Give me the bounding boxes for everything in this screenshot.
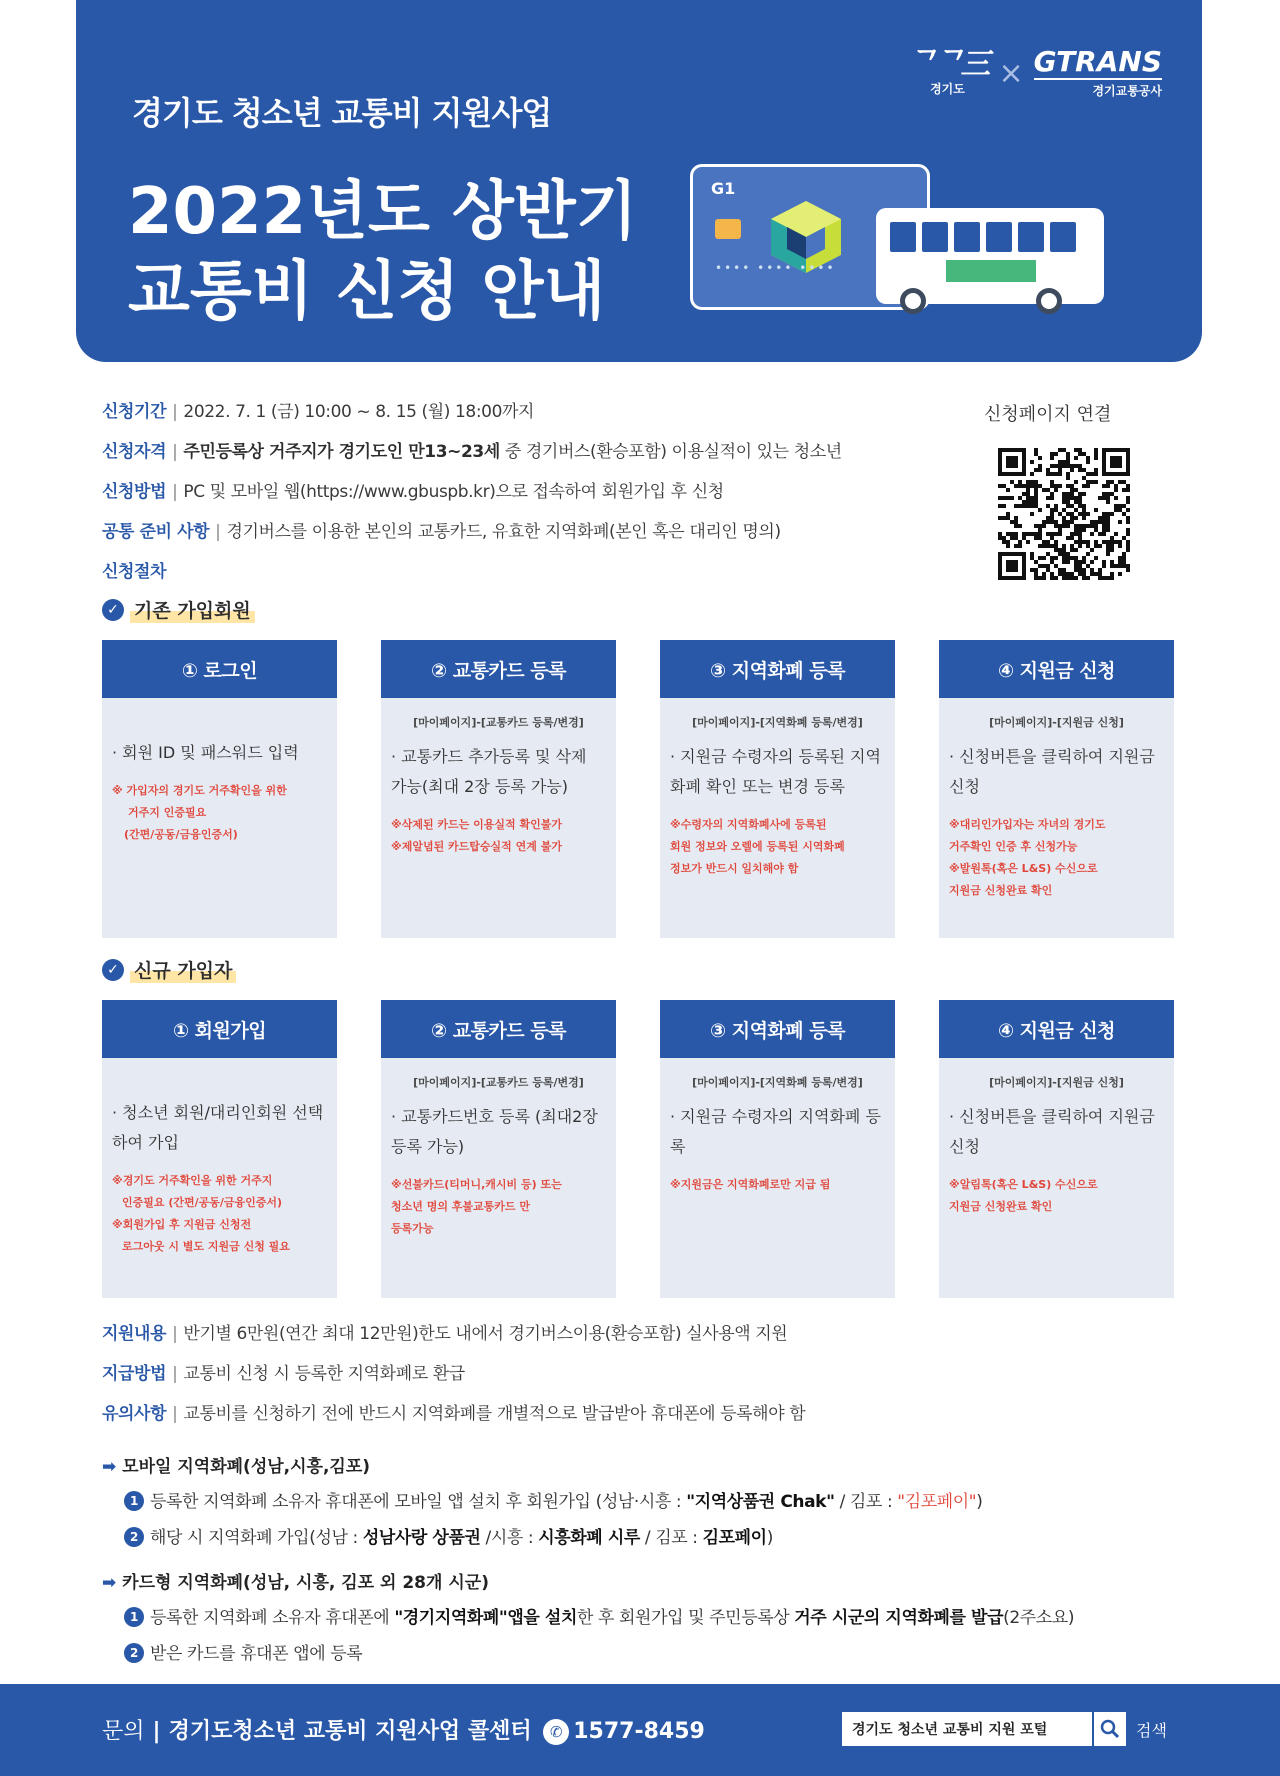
- step-main: · 신청버튼을 클릭하여 지원금 신청: [949, 747, 1155, 796]
- step-main: · 청소년 회원/대리인회원 선택하여 가입: [112, 1103, 324, 1152]
- card-currency-title: ➡ 카드형 지역화폐(성남, 시흥, 김포 외 28개 시군): [102, 1573, 489, 1593]
- step-note: (간편/공동/금융인증서): [124, 828, 238, 841]
- gtrans-logo-name: 경기교통공사: [1092, 84, 1162, 98]
- footer: [0, 1684, 1280, 1776]
- step-head: ③ 지역화폐 등록: [660, 640, 895, 698]
- step-note: ※발원톡(혹은 L&S) 수신으로: [949, 862, 1098, 875]
- step-head: ④ 지원금 신청: [939, 640, 1174, 698]
- new-step-card: [381, 1000, 616, 1298]
- header-subtitle: 경기도 청소년 교통비 지원사업: [132, 94, 552, 132]
- header-title-line2: 교통비 신청 안내: [128, 255, 606, 329]
- portal-search-box[interactable]: [842, 1712, 1126, 1746]
- card-step-1: 1 등록한 지역화폐 소유자 휴대폰에 "경기지역화폐"앱을 설치한 후 회원가입 및 주민등록상 거주 시군의 지역화폐를 발급(2주소요): [102, 1600, 1178, 1636]
- check-icon: ✓: [102, 959, 124, 981]
- step-path: [마이페이지]-[교통카드 등록/변경]: [413, 1076, 584, 1089]
- step-note: ※회원가입 후 지원금 신청전: [112, 1218, 252, 1231]
- search-icon: [1100, 1719, 1120, 1739]
- number-2-icon: 2: [124, 1527, 144, 1547]
- bus-window: [1050, 222, 1076, 252]
- step-note: ※대리인가입자는 자녀의 경기도: [949, 818, 1106, 831]
- step-note: ※제알념된 카드탑승실적 연계 불가: [391, 840, 562, 853]
- info-method: 신청방법 | PC 및 모바일 웹(https://www.gbuspb.kr)으로 접속하여 회원가입 후 신청: [102, 482, 724, 502]
- card-step-2: 2 받은 카드를 휴대폰 앱에 등록: [102, 1636, 1178, 1672]
- new-step-signup: [102, 1000, 337, 1298]
- bus-stripe: [946, 260, 1036, 282]
- header-title-line1: 2022년도 상반기: [128, 175, 638, 249]
- existing-step-currency: [660, 640, 895, 938]
- step-note: ※선불카드(티머니,캐시비 등) 또는: [391, 1178, 562, 1191]
- step-path: [마이페이지]-[지원금 신청]: [989, 1076, 1124, 1089]
- arrow-right-icon: ➡: [102, 1457, 117, 1477]
- bus-window: [986, 222, 1012, 252]
- check-icon: ✓: [102, 599, 124, 621]
- step-head: ② 교통카드 등록: [381, 1000, 616, 1058]
- step-main: · 지원금 수령자의 등록된 지역화폐 확인 또는 변경 등록: [670, 747, 881, 796]
- step-note: 회원 정보와 오렐에 등록된 시역화폐: [670, 840, 845, 853]
- phone-icon: ✆: [543, 1719, 569, 1745]
- existing-steps: [102, 640, 1178, 938]
- step-path: [마이페이지]-[교통카드 등록/변경]: [413, 716, 584, 729]
- step-head: ① 로그인: [102, 640, 337, 698]
- info-period: 신청기간 | 2022. 7. 1 (금) 10:00 ~ 8. 15 (월) 18:00까지: [102, 402, 535, 422]
- info-preparation: 공통 준비 사항 | 경기버스를 이용한 본인의 교통카드, 유효한 지역화폐(본인 혹은 대리인 명의): [102, 522, 781, 542]
- arrow-right-icon: ➡: [102, 1573, 117, 1593]
- bus-wheel: [1036, 288, 1062, 314]
- info-caution: 유의사항 | 교통비를 신청하기 전에 반드시 지역화폐를 개별적으로 발급받아 휴대폰에 등록해야 함: [102, 1404, 806, 1424]
- step-head: ③ 지역화폐 등록: [660, 1000, 895, 1058]
- bus-illustration: [876, 208, 1104, 304]
- step-note: 로그아웃 시 별도 지원금 신청 필요: [122, 1240, 290, 1253]
- new-step-apply: [939, 1000, 1174, 1298]
- step-main: · 회원 ID 및 패스워드 입력: [112, 743, 299, 762]
- footer-contact: 문의 | 경기도청소년 교통비 지원사업 콜센터 ✆ 1577-8459: [102, 1719, 705, 1744]
- mobile-step-1: 1 등록한 지역화폐 소유자 휴대폰에 모바일 앱 설치 후 회원가입 (성남·시흥 : "지역상품권 Chak" / 김포 : "김포페이"): [102, 1484, 1178, 1520]
- card-chip-icon: [715, 219, 741, 239]
- info-procedure: 신청절차: [102, 562, 167, 582]
- bus-window: [890, 222, 916, 252]
- times-icon: ×: [998, 56, 1024, 91]
- step-main: · 교통카드번호 등록 (최대2장 등록 가능): [391, 1107, 598, 1156]
- section-new-title: ✓ 신규 가입자: [102, 956, 236, 983]
- step-note: 지원금 신청완료 확인: [949, 884, 1053, 897]
- step-main: · 지원금 수령자의 지역화폐 등록: [670, 1107, 881, 1156]
- new-steps: [102, 1000, 1178, 1298]
- application-info: [102, 398, 1002, 598]
- step-path: [마이페이지]-[지원금 신청]: [989, 716, 1124, 729]
- step-note: 거주확인 인증 후 신청가능: [949, 840, 1078, 853]
- info-payment: 지급방법 | 교통비 신청 시 등록한 지역화폐로 환급: [102, 1364, 465, 1384]
- mobile-step-2: 2 해당 시 지역화폐 가입(성남 : 성남사랑 상품권 /시흥 : 시흥화폐 시루 / 김포 : 김포페이): [102, 1520, 1178, 1556]
- step-note: ※삭제된 카드는 이용실적 확인불가: [391, 818, 562, 831]
- step-main: · 교통카드 추가등록 및 삭제 가능(최대 2장 등록 가능): [391, 747, 587, 796]
- mobile-currency-title: ➡ 모바일 지역화폐(성남,시흥,김포): [102, 1457, 371, 1477]
- phone-number[interactable]: 1577-8459: [573, 1719, 705, 1744]
- bus-window: [922, 222, 948, 252]
- step-note: ※수령자의 지역화폐사에 등록된: [670, 818, 827, 831]
- step-note: ※ 가입자의 경기도 거주확인을 위한: [112, 784, 287, 797]
- gyeonggi-logo: [906, 47, 989, 97]
- new-step-currency: [660, 1000, 895, 1298]
- step-note: 지원금 신청완료 확인: [949, 1200, 1053, 1213]
- step-head: ① 회원가입: [102, 1000, 337, 1058]
- step-note: 청소년 명의 후불교통카드 만: [391, 1200, 530, 1213]
- section-existing-title: ✓ 기존 가입회원: [102, 596, 255, 623]
- info-eligibility: 신청자격 | 주민등록상 거주지가 경기도인 만13~23세 중 경기버스(환승포함) 이용실적이 있는 청소년: [102, 442, 842, 462]
- number-2-icon: 2: [124, 1643, 144, 1663]
- step-note: 거주지 인증필요: [128, 806, 207, 819]
- header-banner: [76, 0, 1202, 362]
- qr-code-icon[interactable]: [998, 448, 1130, 580]
- card-logo-icon: G1: [711, 179, 736, 198]
- step-head: ② 교통카드 등록: [381, 640, 616, 698]
- gyeonggi-logo-name: 경기도: [930, 82, 965, 96]
- existing-step-login: [102, 640, 337, 938]
- info-support: 지원내용 | 반기별 6만원(연간 최대 12만원)한도 내에서 경기버스이용(환승포함) 실사용액 지원: [102, 1324, 788, 1344]
- existing-step-apply: [939, 640, 1174, 938]
- step-note: 인증필요 (간편/공동/금융인증서): [122, 1196, 283, 1209]
- number-1-icon: 1: [124, 1607, 144, 1627]
- existing-step-card: [381, 640, 616, 938]
- gtrans-logo-mark: GTRANS: [1033, 45, 1162, 78]
- step-note: ※지원금은 지역화폐로만 지급 됨: [670, 1178, 831, 1191]
- step-note: ※알림톡(혹은 L&S) 수신으로: [949, 1178, 1098, 1191]
- step-main: · 신청버튼을 클릭하여 지원금 신청: [949, 1107, 1155, 1156]
- step-head: ④ 지원금 신청: [939, 1000, 1174, 1058]
- search-label: 검색: [1136, 1721, 1167, 1740]
- logos: [906, 45, 1162, 99]
- gtrans-logo: [1033, 45, 1162, 99]
- number-1-icon: 1: [124, 1491, 144, 1511]
- support-details: [102, 1320, 1178, 1672]
- search-button[interactable]: [1092, 1712, 1126, 1746]
- step-note: 등록가능: [391, 1222, 434, 1235]
- qr-label: 신청페이지 연결: [984, 404, 1112, 425]
- bus-wheel: [900, 288, 926, 314]
- card-number-dots: •••• •••• ••••: [715, 261, 836, 275]
- bus-window: [1018, 222, 1044, 252]
- step-path: [마이페이지]-[지역화폐 등록/변경]: [692, 1076, 863, 1089]
- gyeonggi-logo-mark: ᄀᄀ三: [906, 47, 989, 82]
- step-note: 정보가 반드시 일치해야 함: [670, 862, 799, 875]
- bus-window: [954, 222, 980, 252]
- step-path: [마이페이지]-[지역화폐 등록/변경]: [692, 716, 863, 729]
- portal-search-text[interactable]: 경기도 청소년 교통비 지원 포털: [852, 1722, 1048, 1738]
- step-note: ※경기도 거주확인을 위한 거주지: [112, 1174, 273, 1187]
